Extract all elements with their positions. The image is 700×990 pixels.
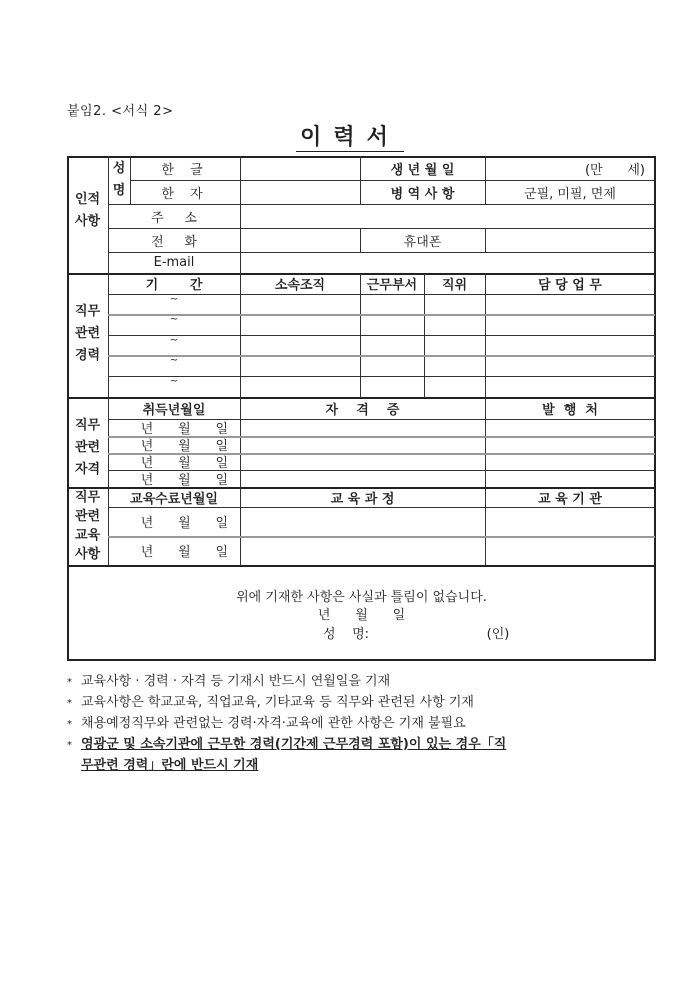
- qualification-date-field[interactable]: 년 월 일: [140, 473, 228, 488]
- address-label: 주 소: [151, 210, 197, 226]
- education-header-institution: 교 육 기 관: [538, 491, 602, 507]
- declaration-statement: 위에 기재한 사항은 사실과 틀림이 없습니다.: [236, 589, 487, 605]
- qualification-date-field[interactable]: 년 월 일: [140, 422, 228, 437]
- note-item-emphasis: * 영광군 및 소속기관에 근무한 경력(기간제 근무경력 포함)이 있는 경우「직: [67, 735, 506, 756]
- career-header-organization: 소속조직: [274, 278, 326, 293]
- birth-date-label: 생 년 월 일: [390, 162, 455, 178]
- education-date-field[interactable]: 년 월 일: [140, 545, 228, 560]
- education-date-field[interactable]: 년 월 일: [140, 516, 228, 531]
- declaration-date[interactable]: 년 월 일: [317, 607, 406, 623]
- military-service-label: 병 역 사 항: [390, 186, 455, 202]
- personal-section-label: 인적 사항: [74, 192, 101, 229]
- education-header-date: 교육수료년월일: [130, 491, 218, 507]
- hangul-name-field[interactable]: [240, 156, 360, 180]
- asterisk-icon: *: [67, 698, 72, 709]
- phone-label: 전 화: [151, 234, 197, 250]
- seal-mark[interactable]: (인): [486, 626, 510, 642]
- mobile-label: 휴대폰: [403, 234, 442, 250]
- note-item: * 교육사항은 학교교육, 직업교육, 기타교육 등 직무와 관련된 사항 기재: [67, 693, 506, 714]
- email-label: E-mail: [153, 255, 195, 270]
- note-item-emphasis-cont: 무관련 경력」란에 반드시 기재: [81, 758, 259, 773]
- notes-list: [67, 672, 506, 776]
- career-period-field[interactable]: ~: [169, 335, 179, 346]
- signature-label: 성 명:: [323, 626, 370, 642]
- career-header-period: 기 간: [145, 278, 203, 293]
- qualification-section-label: 직무 관련 자격: [74, 418, 101, 477]
- note-item: * 교육사항 · 경력 · 자격 등 기재시 반드시 연월일을 기재: [67, 672, 506, 693]
- education-section-label: 직무 관련 교육 사항: [74, 490, 101, 562]
- hanja-name-label: 한 자: [161, 186, 209, 202]
- qualification-header-certificate: 자 격 증: [325, 402, 400, 418]
- military-service-field[interactable]: 군필, 미필, 면제: [524, 186, 616, 202]
- hangul-name-label: 한 글: [161, 162, 209, 178]
- qualification-header-date: 취득년월일: [142, 402, 206, 418]
- attachment-label: 붙임2. <서식 2>: [67, 104, 174, 119]
- name-label: 성 명: [112, 161, 126, 198]
- career-header-position: 직위: [441, 278, 468, 293]
- career-header-department: 근무부서: [366, 278, 418, 293]
- asterisk-icon: *: [67, 740, 72, 751]
- mobile-field[interactable]: [485, 228, 655, 252]
- career-period-field[interactable]: ~: [169, 314, 179, 325]
- asterisk-icon: *: [67, 719, 72, 730]
- career-period-field[interactable]: ~: [169, 376, 179, 387]
- education-header-course: 교 육 과 정: [330, 491, 395, 507]
- career-header-duties: 담 당 업 무: [538, 278, 602, 293]
- divider: [67, 565, 656, 567]
- career-section-label: 직무 관련 경력: [74, 304, 101, 363]
- page-title: 이력서: [0, 120, 700, 151]
- address-field[interactable]: [240, 204, 655, 228]
- career-period-field[interactable]: ~: [169, 294, 179, 305]
- phone-field[interactable]: [240, 228, 360, 252]
- hanja-name-field[interactable]: [240, 180, 360, 204]
- birth-date-field[interactable]: (만 세): [584, 162, 645, 178]
- asterisk-icon: *: [67, 677, 72, 688]
- note-item: * 채용예정직무와 관련없는 경력·자격·교육에 관한 사항은 기재 불필요: [67, 714, 506, 735]
- email-field[interactable]: [240, 252, 655, 273]
- qualification-header-issuer: 발 행 처: [542, 402, 598, 418]
- qualification-date-field[interactable]: 년 월 일: [140, 439, 228, 454]
- career-period-field[interactable]: ~: [169, 355, 179, 366]
- qualification-date-field[interactable]: 년 월 일: [140, 456, 228, 471]
